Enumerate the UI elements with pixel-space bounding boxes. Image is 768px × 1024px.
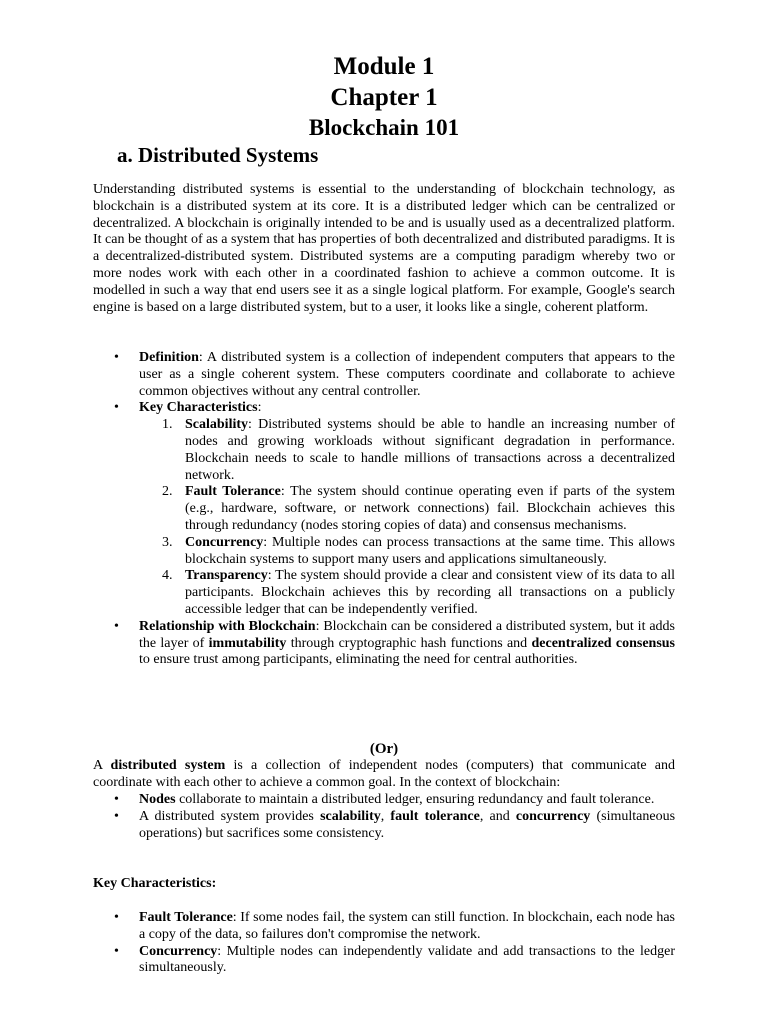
alt-def-text: is a collection of independent nodes (computers) that communicate and coordinate with each other to achieve a common goal. In the context of blockchain: bbox=[93, 758, 676, 790]
definition-text: : A distributed system is a collection of independent computers that appears to the user as a single coherent system. These computers coordinate and collaborate to achieve common objectives without any central controller. bbox=[139, 350, 675, 399]
item-label: Transparency bbox=[185, 568, 268, 584]
item-text: : Multiple nodes can process transactions at the same time. This allows blockchain systems to support many users and applications simultaneously. bbox=[185, 534, 675, 567]
provides-text: (simultaneous operations) but sacrifices some consistency. bbox=[139, 808, 676, 841]
definition-item bbox=[93, 350, 675, 400]
relationship-item bbox=[93, 619, 675, 669]
provides-text: , bbox=[380, 808, 391, 824]
list-item bbox=[139, 535, 675, 569]
item-text: : Multiple nodes can independently validate and add transactions to the ledger simultaneously. bbox=[139, 943, 675, 976]
main-bullet-list bbox=[93, 350, 675, 669]
module-title: Module 1 bbox=[333, 53, 435, 80]
list-item bbox=[93, 809, 675, 843]
relationship-text: to ensure trust among participants, eliminating the need for central authorities. bbox=[139, 652, 578, 668]
item-label: Concurrency bbox=[139, 943, 218, 959]
characteristics-list bbox=[139, 417, 675, 619]
relationship-text: through cryptographic hash functions and bbox=[286, 635, 532, 651]
nodes-label: Nodes bbox=[139, 792, 176, 807]
item-label: Fault Tolerance bbox=[185, 484, 281, 500]
definition-label: Definition bbox=[139, 350, 199, 365]
alt-bullet-list bbox=[93, 792, 675, 842]
intro-paragraph: Understanding distributed systems is essential to the understanding of blockchain technology, as blockchain is a distributed system at its core. It is a distributed ledger which can be centralized or decentralized. A blockchain is originally intended to be and is usually used as a decentralized platform. It can be thought of as a system that has properties of both decentralized and distributed paradigms. It is a decentralized-distributed system. Distributed systems are a computing paradigm whereby two or more nodes work with each other in a coordinated fashion to achieve a common outcome. It is modelled in such a way that end users see it as a single logical platform. For example, Google's search engine is based on a large distributed system, but to a user, it looks like a single, coherent platform. bbox=[93, 182, 676, 315]
provides-bold: scalability bbox=[320, 808, 381, 824]
list-item bbox=[139, 568, 675, 618]
key-characteristics-colon: : bbox=[257, 400, 262, 416]
item-label: Scalability bbox=[185, 417, 249, 433]
relationship-bold: immutability bbox=[208, 635, 287, 651]
list-item bbox=[139, 484, 675, 534]
item-number: 1. bbox=[162, 417, 173, 433]
list-item bbox=[93, 792, 675, 809]
provides-text: , and bbox=[479, 808, 516, 824]
alt-def-bold: distributed system bbox=[110, 758, 226, 773]
item-text: : The system should continue operating even if parts of the system (e.g., hardware, software, or network connections) fail. Blockchain achieves this through redundancy (nodes storing copies of data) and consensus mechanisms. bbox=[185, 484, 675, 533]
item-label: Fault Tolerance bbox=[139, 910, 233, 925]
item-label: Concurrency bbox=[185, 534, 264, 550]
provides-text: A distributed system provides bbox=[139, 808, 321, 824]
list-item bbox=[93, 910, 675, 944]
relationship-bold: decentralized consensus bbox=[531, 635, 675, 651]
key-characteristics-label: Key Characteristics bbox=[139, 400, 258, 416]
relationship-text: : Blockchain can be considered a distributed system, but it adds the layer of bbox=[139, 618, 675, 651]
item-text: : The system should provide a clear and consistent view of its data to all participants. Blockchain achieves this by recording all transactions on a publicly accessible ledger that can be independently verified. bbox=[185, 568, 675, 617]
item-number: 4. bbox=[162, 568, 173, 584]
topic-title: Blockchain 101 bbox=[308, 115, 460, 140]
item-number: 2. bbox=[162, 484, 173, 500]
final-bullet-list bbox=[93, 910, 675, 977]
provides-bold: concurrency bbox=[515, 808, 591, 824]
chapter-title: Chapter 1 bbox=[330, 84, 438, 111]
item-number: 3. bbox=[162, 534, 173, 550]
relationship-label: Relationship with Blockchain bbox=[139, 618, 316, 634]
alt-definition-paragraph bbox=[93, 758, 675, 792]
list-item bbox=[139, 417, 675, 484]
list-item bbox=[93, 944, 675, 978]
alt-def-text: A bbox=[93, 758, 111, 773]
section-heading: a. Distributed Systems bbox=[117, 143, 319, 167]
provides-bold: fault tolerance bbox=[390, 808, 480, 824]
item-text: : Distributed systems should be able to handle an increasing number of nodes and growing workloads without significant degradation in performance. Blockchain needs to scale to handle millions of transactions across a decentralized network. bbox=[185, 417, 675, 483]
key-characteristics-item bbox=[93, 400, 675, 618]
or-heading: (Or) bbox=[369, 741, 399, 757]
nodes-text: collaborate to maintain a distributed ledger, ensuring redundancy and fault tolerance. bbox=[175, 792, 655, 807]
key-characteristics-heading: Key Characteristics: bbox=[93, 876, 217, 891]
item-text: : If some nodes fail, the system can still function. In blockchain, each node has a copy of the data, so failures don't compromise the network. bbox=[139, 910, 675, 942]
